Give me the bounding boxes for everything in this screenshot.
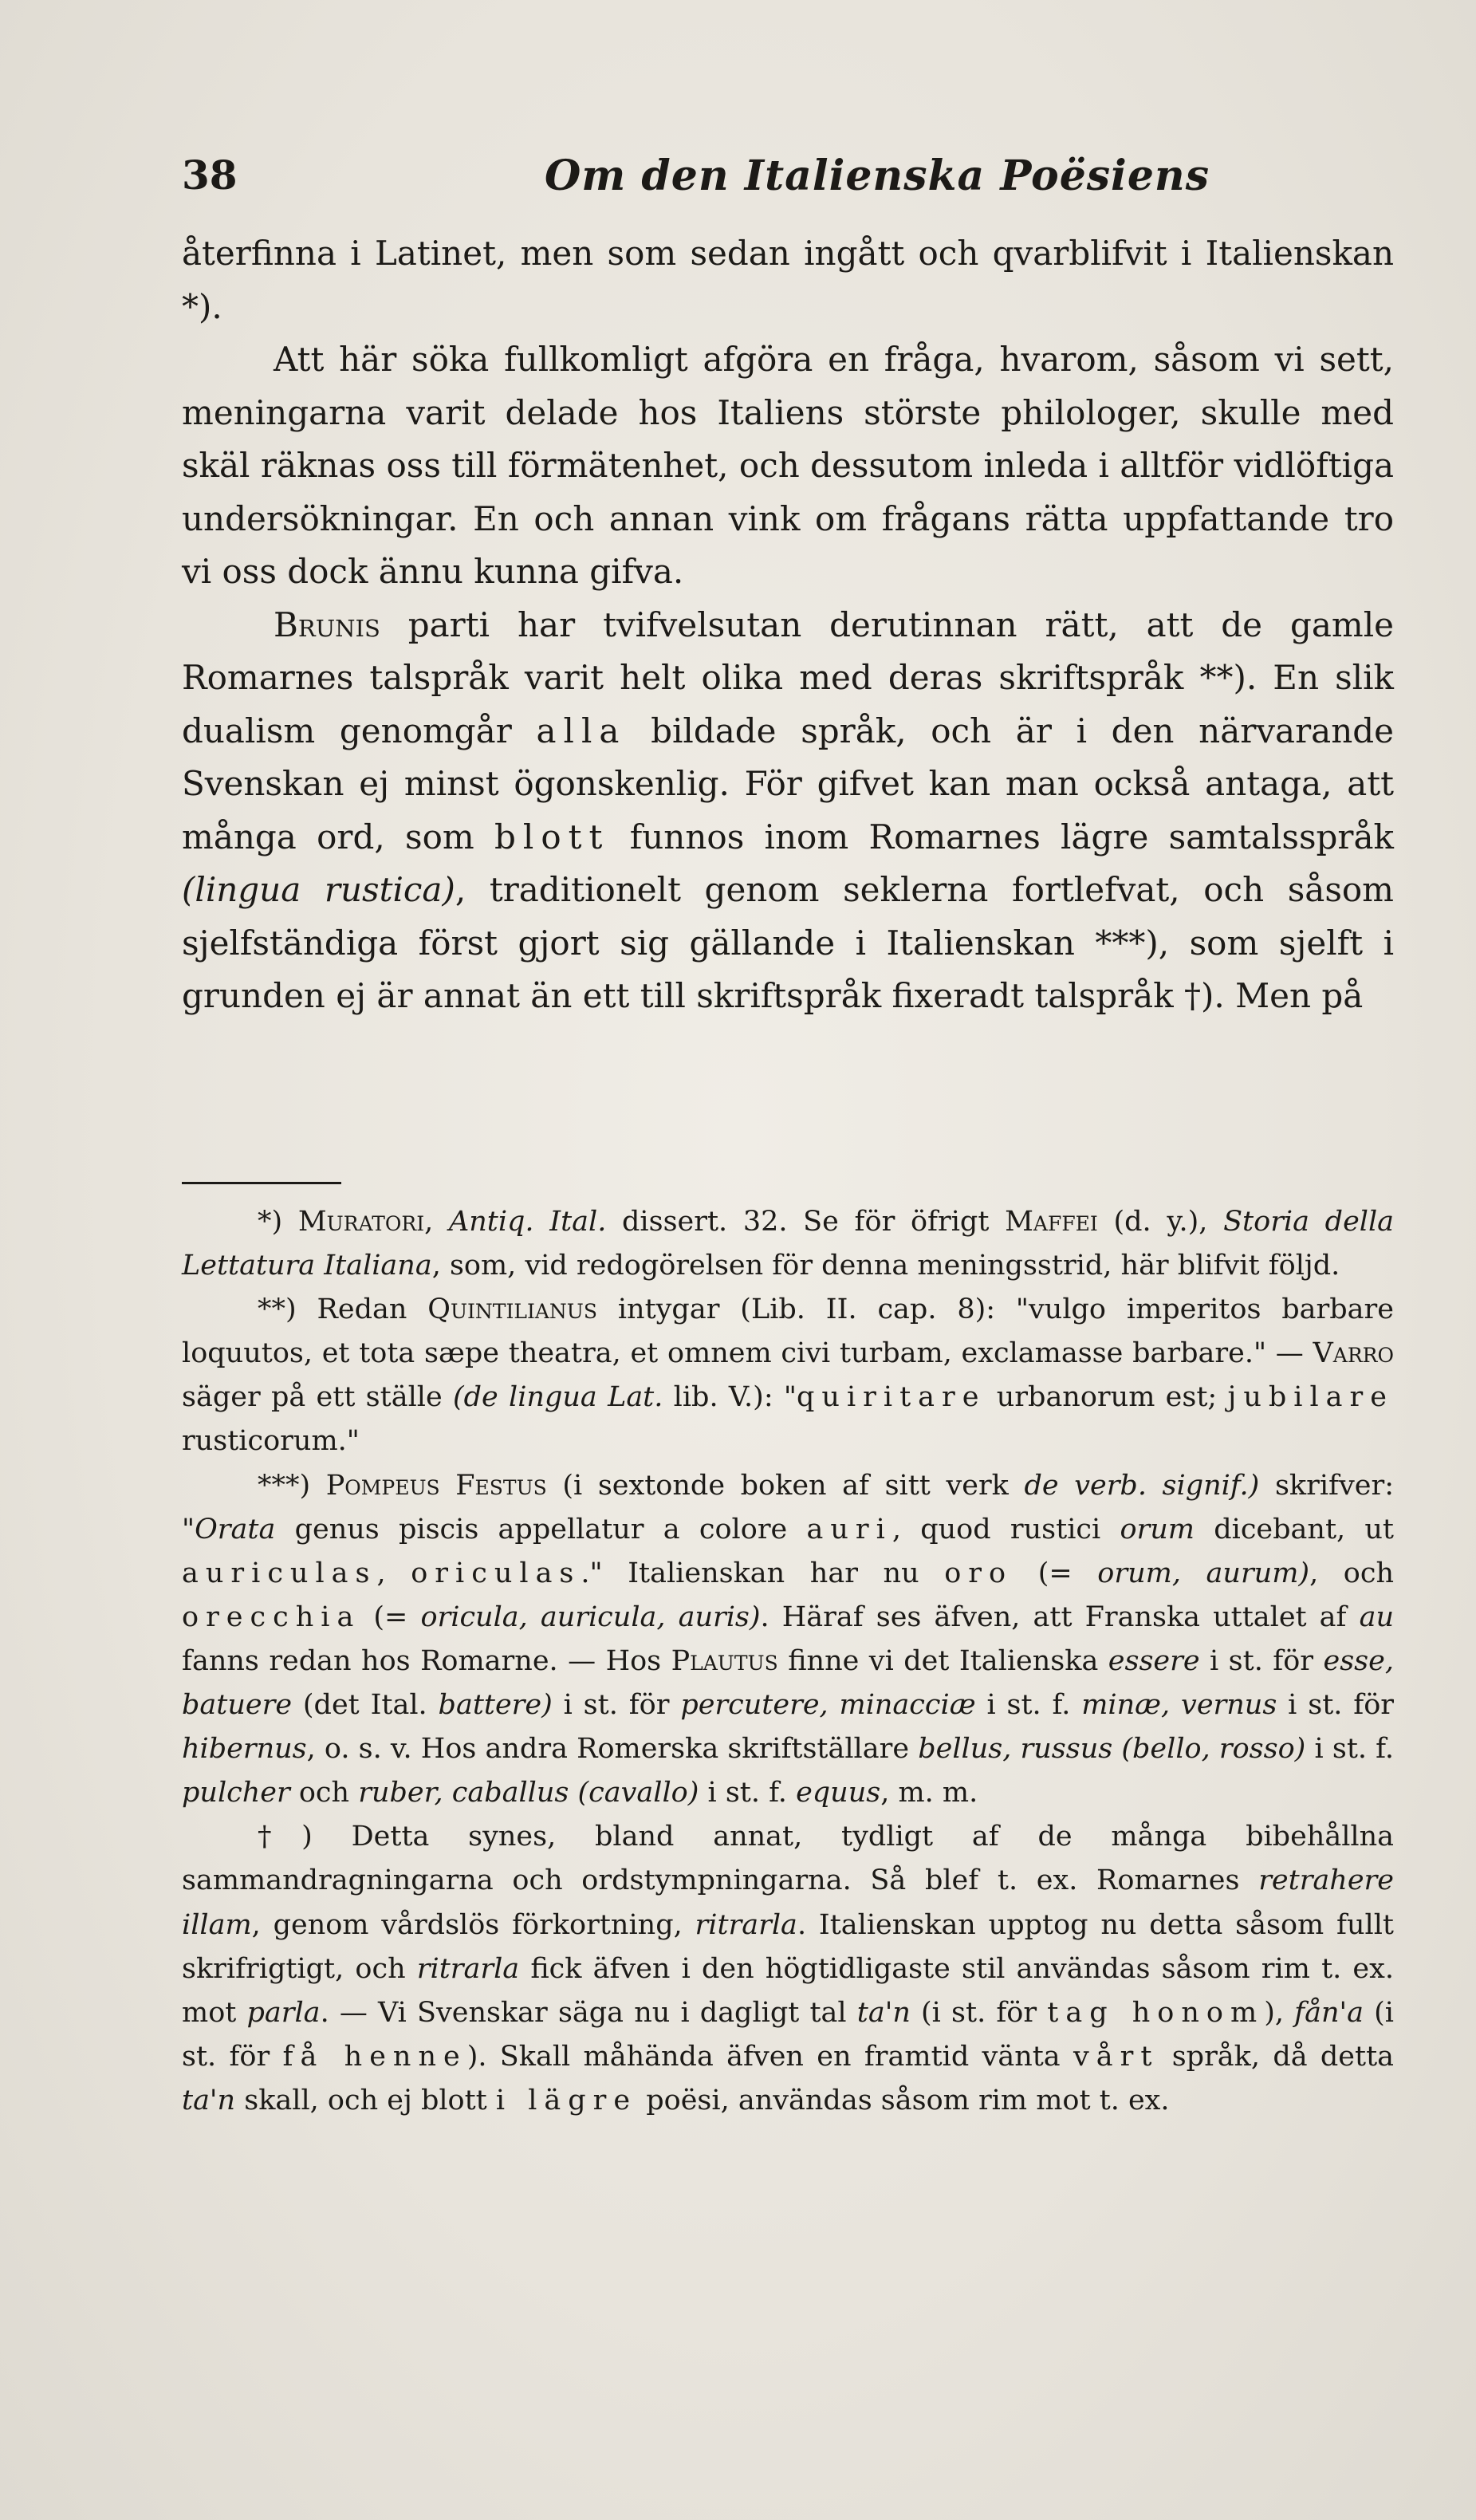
italic-term: au [1359,1601,1394,1633]
italic-term: orum [1120,1513,1195,1545]
footnote-mark: ***) [258,1469,326,1502]
text-run: (det Ital. [292,1689,439,1722]
italic-term: Antiq. Ital. [448,1206,607,1238]
text-run: och [289,1777,359,1809]
italic-term: Storia della Lettatura Italiana [182,1206,1395,1282]
spaced-emphasis: blott [494,817,610,856]
text-run: språk, då detta [1159,2040,1395,2073]
text-run: , som, vid redogörelsen för denna meningsstrid, här blifvit följd. [431,1250,1340,1282]
spaced-emphasis: quiritare [797,1381,986,1414]
spaced-emphasis: orecchia [182,1601,361,1633]
text-run: . — Vi Svenskar säga nu i dagligt tal [320,1996,857,2029]
text-run: poësi, användas såsom rim mot t. ex. [637,2084,1170,2116]
text-run: i st. för [1277,1689,1394,1722]
author-name: Brunis [274,604,380,644]
paragraph-2: Att här söka fullkomligt afgöra en fråga, hvarom, såsom vi sett, meningarna varit delade hos Italiens störste philologer, skulle med skäl räknas oss till förmätenhet, och dessutom inleda i alltför vidlöftiga undersökningar. En och annan vink om frågans rätta uppfattande tro vi oss dock ännu kunna gifva. [182,340,1394,591]
italic-term: fån'a [1294,1996,1364,2029]
italic-term: bellus, russus (bello, rosso) [918,1733,1306,1766]
italic-term: pulcher [182,1777,290,1809]
text-run: skrifver: " [182,1469,1394,1545]
text-run: genus piscis appellatur a colore [275,1513,807,1545]
text-run: . Häraf ses äfven, att Franska uttalet af [760,1601,1360,1633]
text-run: ), [1264,1996,1295,2029]
italic-term: parla [246,1996,321,2029]
text-run: i st. f. [975,1689,1082,1722]
text-run: intygar (Lib. II. cap. 8): "vulgo imperitos barbare loquutos, et tota sæpe theatra, et omnem civi turbam, exclamasse barbare." — [182,1293,1394,1370]
text-run: (= [360,1601,421,1633]
text-run: , [376,1557,411,1589]
italic-term: ritrarla [695,1908,797,1941]
text-run: i st. för [552,1689,681,1722]
italic-term: de verb. signif.) [1024,1469,1260,1502]
author-name: Plautus [671,1644,778,1677]
spaced-emphasis: vårt [1073,2040,1159,2073]
text-run: ." Italienskan har nu [581,1557,945,1589]
page-header [182,152,1394,207]
text-run: , genom vårdslös förkortning, [251,1908,695,1941]
text-run: . Italienskan upptog nu detta såsom fullt skrifrigtigt, och [182,1908,1394,1985]
italic-term: esse, batuere [182,1644,1394,1722]
text-run: parti har tvifvelsutan derutinnan rätt, att de gamle Romarnes talspråk varit helt olika med deras skriftspråk **). En slik dualism genomgår [182,604,1394,750]
text-run: dissert. 32. Se för öfrigt [606,1206,1006,1238]
italic-term: ruber, caballus (cavallo) [358,1777,699,1809]
footnote-3 [182,1464,1394,1816]
spaced-emphasis: i lägre [495,2084,638,2116]
text-run: dicebant, ut [1194,1513,1394,1545]
author-name: Quintilianus [427,1293,597,1326]
text-run: , och [1309,1557,1394,1589]
text-run: lib. V.): " [663,1381,797,1414]
main-text [182,227,1394,1023]
text-run: i st. f. [699,1777,797,1809]
text-run: funnos inom Romarnes lägre samtalsspråk [609,817,1394,856]
footnote-mark: *) [258,1206,298,1238]
italic-term: hibernus [182,1733,307,1766]
text-run: fick äfven i den högtidligaste stil användas såsom rim t. ex. mot [182,1952,1394,2029]
text-run: säger på ett ställe [182,1381,453,1414]
text-run: urbanorum est; [986,1381,1228,1414]
text-run: , quod rustici [892,1513,1120,1545]
paragraph-1: återfinna i Latinet, men som sedan ingått och qvarblifvit i Italienskan *). [182,234,1394,326]
author-name: Pompeus Festus [325,1469,547,1502]
italic-term: Orata [195,1513,276,1545]
footnote-mark: †) Detta synes, bland annat, tydligt af de många bibehållna sammandragningarna och ordstympningarna. Så blef t. ex. Romarnes [182,1821,1394,1897]
spaced-emphasis: auri [806,1513,892,1545]
footnote-1 [182,1200,1394,1288]
text-run: bildade språk, och är i den närvarande Svenskan ej minst ögonskenlig. För gifvet kan man också antaga, att många ord, som [182,711,1394,856]
text-run: i st. f. [1305,1733,1394,1766]
italic-term: oricula, auricula, auris) [420,1601,761,1633]
spaced-emphasis: oriculas [411,1557,581,1589]
text-run: , [424,1206,449,1238]
author-name: Muratori [297,1206,425,1238]
text-run: , traditionelt genom seklerna fortlefvat, och såsom sjelfständiga först gjort sig gällande i Italienskan ***), som sjelft i grunden ej är annat än ett till skriftspråk fixeradt talspråk †). Men på [182,870,1394,1015]
italic-term: equus [796,1777,881,1809]
text-run: ). Skall måhända äfven en framtid vänta [466,2040,1073,2073]
text-run: (i st. för [182,1996,1394,2073]
paragraph-3 [182,599,1394,1023]
text-run: , o. s. v. Hos andra Romerska skriftställare [306,1733,919,1766]
text-run: rusticorum." [182,1425,360,1458]
text-run: skall, och ej blott [235,2084,496,2116]
italic-term: retrahere illam [182,1864,1394,1941]
italic-term: minæ, vernus [1081,1689,1277,1722]
spaced-emphasis: tag honom [1047,1996,1265,2029]
spaced-emphasis: oro [944,1557,1014,1589]
italic-term: ritrarla [416,1952,520,1985]
italic-term: battere) [438,1689,553,1722]
text-run: (i st. för [910,1996,1048,2029]
footnote-divider [182,1182,341,1184]
spaced-emphasis: jubilare [1227,1381,1394,1414]
author-name: Varro [1313,1337,1394,1370]
text-run: , m. m. [880,1777,978,1809]
author-name: Maffei [1005,1206,1098,1238]
page-number: 38 [182,152,238,199]
italic-term: ta'n [182,2084,236,2116]
footnotes [182,1200,1394,2123]
text-run: (i sextonde boken af sitt verk [546,1469,1025,1502]
text-run: finne vi det Italienska [777,1644,1108,1677]
italic-term: percutere, minacciæ [680,1689,976,1722]
italic-term: orum, aurum) [1097,1557,1310,1589]
italic-term: essere [1108,1644,1200,1677]
footnote-2 [182,1288,1394,1463]
text-run: i st. för [1199,1644,1324,1677]
text-run: (d. y.), [1097,1206,1224,1238]
footnote-4 [182,1815,1394,2123]
text-run: fanns redan hos Romarne. — Hos [182,1644,671,1677]
spaced-emphasis: få henne [282,2040,467,2073]
running-head: Om den Italienska Poësiens [545,152,1210,200]
spaced-emphasis: auriculas [182,1557,377,1589]
text-run: (= [1013,1557,1098,1589]
italic-term: (lingua rustica) [182,870,455,909]
footnote-mark: **) Redan [258,1293,428,1326]
italic-term: (de lingua Lat. [452,1381,663,1414]
italic-term: ta'n [856,1996,911,2029]
spaced-emphasis: alla [536,711,627,750]
